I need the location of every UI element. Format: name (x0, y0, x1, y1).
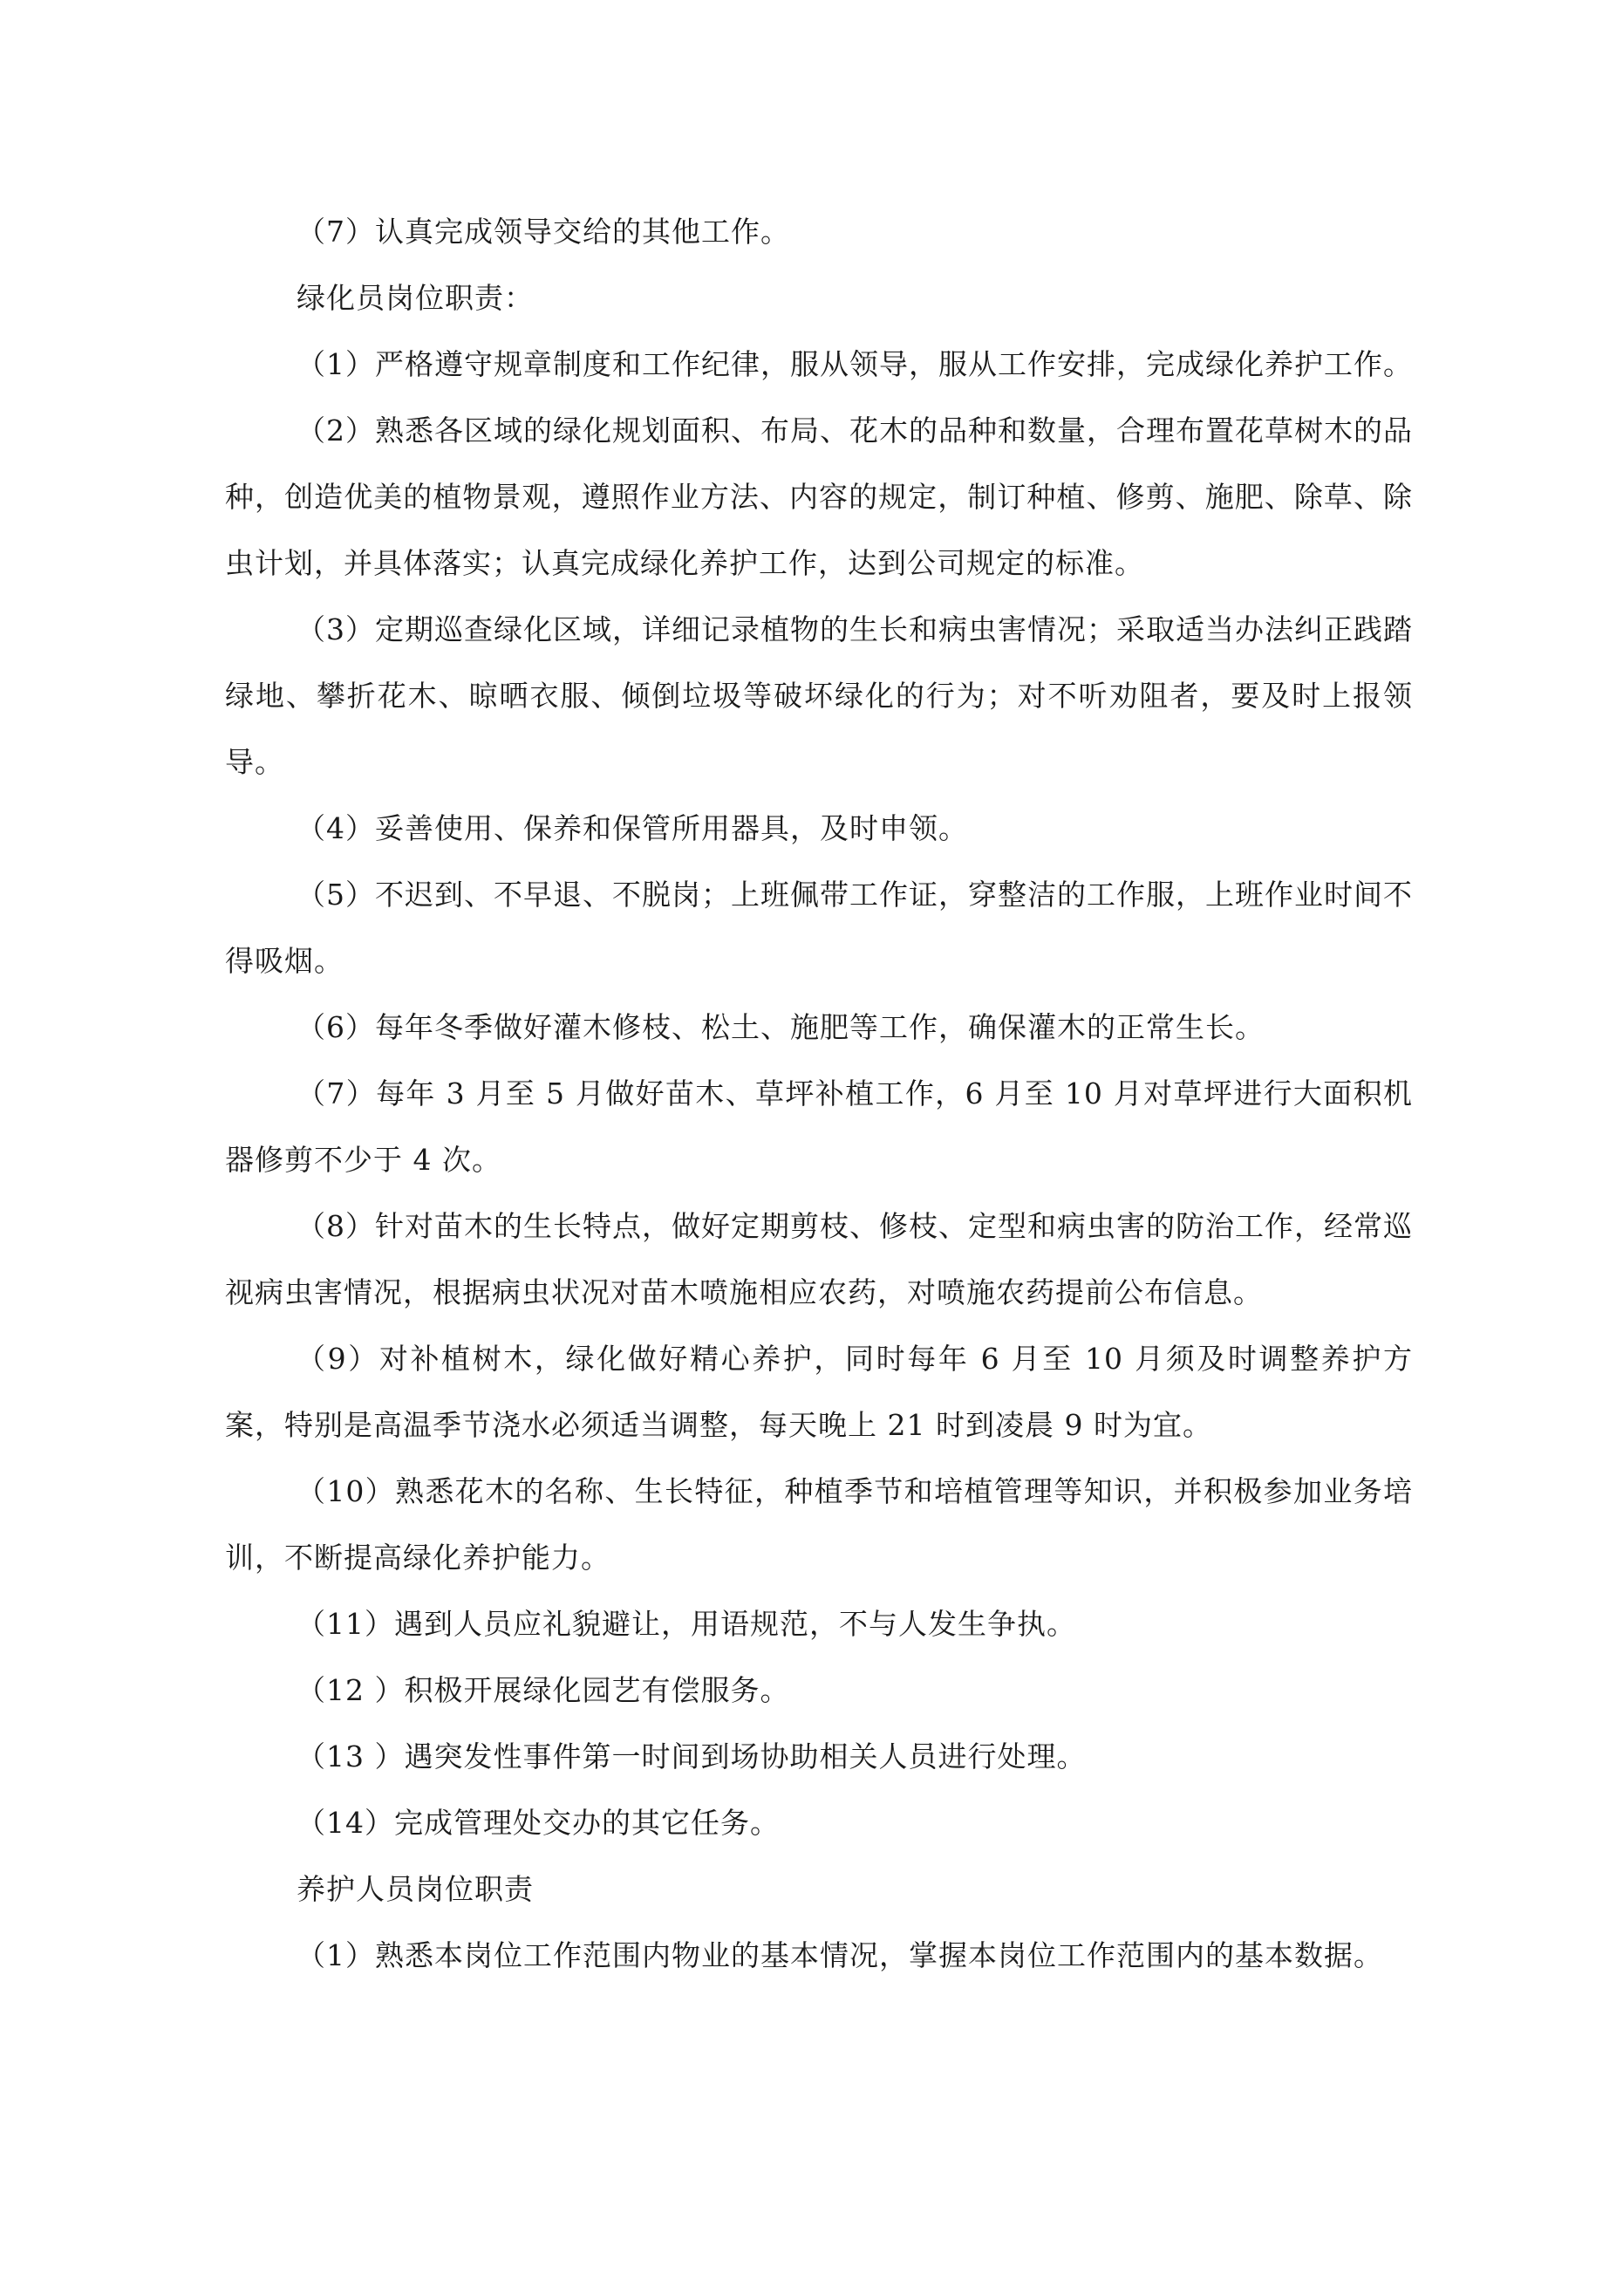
heading-maintenance-staff-duties: 养护人员岗位职责 (297, 1872, 534, 1906)
paragraph-greening-13: （13 ）遇突发性事件第一时间到场协助相关人员进行处理。 (297, 1739, 1087, 1773)
paragraph-duty-7: （7）认真完成领导交给的其他工作。 (297, 215, 790, 249)
paragraph-greening-9: （9）对补植树木，绿化做好精心养护，同时每年 6 月至 10 月须及时调整养护方案，特别是高温季节浇水必须适当调整，每天晚上 21 时到凌晨 9 时为宜。 (225, 1342, 1413, 1442)
paragraph-greening-14: （14）完成管理处交办的其它任务。 (297, 1806, 780, 1840)
paragraph-maintenance-1: （1）熟悉本岗位工作范围内物业的基本情况，掌握本岗位工作范围内的基本数据。 (297, 1938, 1383, 1972)
paragraph-greening-7: （7）每年 3 月至 5 月做好苗木、草坪补植工作，6 月至 10 月对草坪进行大面积机器修剪不少于 4 次。 (225, 1076, 1413, 1177)
paragraph-greening-6: （6）每年冬季做好灌木修枝、松土、施肥等工作，确保灌木的正常生长。 (297, 1010, 1265, 1044)
paragraph-greening-10: （10）熟悉花木的名称、生长特征，种植季节和培植管理等知识，并积极参加业务培训，不断提高绿化养护能力。 (225, 1474, 1413, 1575)
paragraph-greening-5: （5）不迟到、不早退、不脱岗；上班佩带工作证，穿整洁的工作服，上班作业时间不得吸烟。 (225, 878, 1413, 978)
paragraph-greening-2: （2）熟悉各区域的绿化规划面积、布局、花木的品种和数量，合理布置花草树木的品种，创造优美的植物景观，遵照作业方法、内容的规定，制订种植、修剪、施肥、除草、除虫计划，并具体落实；认真完成绿化养护工作，达到公司规定的标准。 (225, 413, 1413, 580)
paragraph-greening-8: （8）针对苗木的生长特点，做好定期剪枝、修枝、定型和病虫害的防治工作，经常巡视病虫害情况，根据病虫状况对苗木喷施相应农药，对喷施农药提前公布信息。 (225, 1209, 1413, 1309)
paragraph-greening-12: （12 ）积极开展绿化园艺有偿服务。 (297, 1673, 790, 1707)
paragraph-greening-4: （4）妥善使用、保养和保管所用器具，及时申领。 (297, 811, 968, 845)
heading-greening-staff-duties: 绿化员岗位职责： (297, 281, 534, 315)
document-body (225, 199, 1413, 1989)
paragraph-greening-1: （1）严格遵守规章制度和工作纪律，服从领导，服从工作安排，完成绿化养护工作。 (297, 347, 1413, 381)
paragraph-greening-3: （3）定期巡查绿化区域，详细记录植物的生长和病虫害情况；采取适当办法纠正践踏绿地、攀折花木、晾晒衣服、倾倒垃圾等破坏绿化的行为；对不听劝阻者，要及时上报领导。 (225, 612, 1413, 779)
paragraph-greening-11: （11）遇到人员应礼貌避让，用语规范，不与人发生争执。 (297, 1607, 1076, 1641)
